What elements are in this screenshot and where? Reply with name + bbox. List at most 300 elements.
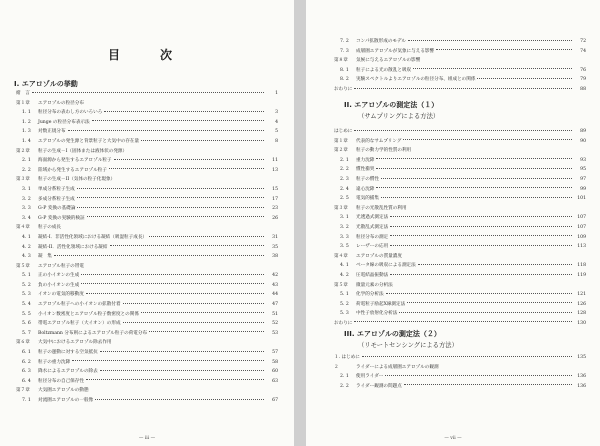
toc-leader-dots [399, 312, 572, 313]
toc-entry [334, 75, 586, 85]
toc-leader-dots [354, 130, 572, 131]
toc-entry-number: 1. 3 [22, 129, 31, 135]
toc-entry-title: 粒径分布の測定 [356, 234, 389, 240]
toc-list-right-bottom [334, 353, 586, 391]
toc-entry [16, 195, 278, 205]
toc-entry [334, 271, 586, 281]
toc-entry-title: エアロゾル粒子の帯電 [38, 263, 84, 269]
toc-entry [334, 194, 586, 204]
toc-entry-number: 第２章 [334, 148, 348, 154]
toc-entry-number: 5. 1 [340, 292, 349, 298]
toc-entry-title: 多成分系粒子生成 [38, 196, 75, 202]
toc-entry-title: G-P 変換の実験的検証 [38, 215, 85, 221]
toc-entry-number: 緒 言 [16, 91, 30, 96]
toc-entry [334, 85, 586, 95]
toc-entry-number: 2. 1 [340, 374, 349, 380]
toc-entry-title: 降水によるエアロゾルの除去 [38, 369, 98, 375]
toc-entry-title: 正の小イオンの生成 [38, 273, 80, 279]
toc-leader-dots [385, 375, 572, 376]
toc-leader-dots [390, 235, 572, 236]
toc-page-number: 15 [272, 186, 278, 192]
toc-page-number: 17 [272, 196, 278, 202]
toc-entry-title: 粒子による光の散乱と吸収 [356, 67, 412, 73]
toc-entry-number: 2. 2 [340, 383, 349, 389]
toc-page-number: 126 [577, 301, 586, 307]
toc-page-number: 79 [580, 77, 586, 83]
toc-entry-number: 5. 1 [22, 273, 31, 279]
toc-entry [334, 127, 586, 137]
part-3-heading: III. エアロゾルの測定法（２） [344, 330, 441, 338]
toc-entry [16, 175, 278, 185]
toc-entry-title: 実験スペクトルよりエアロゾルの粒径分布、組成との関係 [356, 77, 476, 83]
toc-entry-number: 3. 4 [22, 215, 31, 221]
toc-entry-number: 3. 3 [22, 206, 31, 212]
toc-leader-dots [123, 322, 264, 323]
toc-entry-number: 3. 2 [22, 196, 31, 202]
toc-entry [16, 147, 278, 157]
toc-entry-title: 成層圏エアロゾルが気象に与える影響 [356, 48, 435, 54]
toc-leader-dots [54, 255, 264, 256]
toc-entry-title: 慣性衝突 [356, 167, 375, 173]
toc-page-number: 74 [580, 48, 586, 54]
toc-leader-dots [114, 159, 264, 160]
toc-entry [334, 372, 586, 382]
toc-leader-dots [408, 40, 572, 41]
toc-entry-title: 粒子の運動に対する空気抵抗 [38, 350, 98, 356]
toc-page-number: 44 [272, 292, 278, 298]
toc-entry [334, 37, 586, 47]
toc-entry-number: 第２章 [16, 148, 30, 154]
toc-entry [334, 137, 586, 147]
toc-entry-title: エアロゾルの発生源と背景粒子と大気中の存在量 [38, 138, 140, 144]
toc-entry [16, 156, 278, 166]
toc-leader-dots [86, 293, 264, 294]
toc-entry-title: 光透過式測定法 [356, 215, 389, 221]
toc-entry-title: 粒子の生成－I（固体または液体状の発源） [38, 148, 128, 154]
toc-entry-title: 粒子の光散乱性質の利用 [356, 205, 407, 211]
toc-entry-title: 対数正規分布 [38, 129, 66, 135]
toc-entry-number: はじめに [334, 129, 353, 134]
toc-entry-title: 大気中におけるエアロゾル除去作用 [38, 340, 112, 346]
toc-page-number: 109 [577, 234, 586, 240]
toc-entry-title: 単成分系粒子生成 [38, 186, 75, 192]
toc-entry-number: 5. 2 [340, 301, 349, 307]
toc-entry [16, 329, 278, 339]
toc-page-number: 67 [272, 398, 278, 403]
toc-entry-number: 3. 5 [340, 244, 349, 250]
toc-leader-dots [390, 216, 572, 217]
toc-entry [334, 300, 586, 310]
toc-leader-dots [149, 331, 264, 332]
toc-entry-number: おわりに [334, 320, 353, 326]
toc-entry-number: 1. 2 [22, 119, 31, 125]
toc-entry-number: 2. 4 [340, 186, 349, 192]
toc-entry [334, 261, 586, 271]
toc-entry-number: 第８章 [334, 58, 348, 64]
toc-entry [334, 66, 586, 76]
toc-entry [334, 252, 586, 262]
toc-entry-number: 4. 1 [340, 263, 349, 269]
toc-entry [16, 290, 278, 300]
toc-entry-title: 大気圏エアロゾルの動態 [38, 388, 89, 394]
toc-entry [334, 185, 586, 195]
toc-entry-title: 微量元素の分析法 [356, 282, 393, 288]
toc-entry-title: 化学的分析法 [356, 292, 384, 298]
toc-entry [16, 127, 278, 137]
toc-leader-dots [404, 384, 572, 385]
toc-leader-dots [376, 168, 572, 169]
toc-page-number: 11 [272, 158, 278, 164]
toc-page-number: 136 [577, 383, 586, 389]
toc-entry-number: 5. 3 [22, 292, 31, 298]
toc-entry [334, 213, 586, 223]
toc-entry [334, 242, 586, 252]
toc-entry [334, 204, 586, 214]
toc-entry-number: 3. 1 [22, 186, 31, 192]
toc-entry-number: 3. 2 [340, 224, 349, 230]
toc-entry-title: 粒子の慣性 [356, 176, 379, 182]
toc-page-number: 13 [272, 167, 278, 173]
toc-entry [334, 146, 586, 156]
toc-page-number: 52 [272, 321, 278, 327]
toc-entry-title: 粒子の生成－II（気体の粒子化現象） [38, 177, 116, 183]
toc-page-number: 8 [275, 138, 278, 144]
toc-page-number: 43 [272, 282, 278, 288]
toc-leader-dots [77, 207, 264, 208]
toc-entry [334, 309, 586, 319]
toc-entry-title: 圧電結晶振動法 [356, 272, 389, 278]
toc-entry-title: エアロゾル粒子への小イオンの拡散付着 [38, 302, 121, 308]
toc-page-number: 35 [272, 244, 278, 250]
part-2-heading: II. エアロゾルの測定法（１） [344, 101, 439, 109]
toc-entry-title: 凝結-I．非活性化領域における凝結（吸湿粒子成長） [38, 234, 148, 240]
toc-leader-dots [149, 236, 264, 237]
toc-leader-dots [92, 120, 264, 121]
page-number-right: — vii — [444, 436, 462, 441]
toc-entry-number: 7. 2 [340, 39, 349, 44]
toc-entry-number: 4. 3 [22, 254, 31, 260]
toc-leader-dots [386, 293, 572, 294]
toc-leader-dots [381, 178, 572, 179]
toc-page-number: 26 [272, 215, 278, 221]
toc-page-number: 31 [272, 234, 278, 240]
toc-leader-dots [362, 356, 572, 357]
toc-entry-number: 第３章 [16, 177, 30, 183]
toc-page-number: 89 [580, 129, 586, 134]
toc-entry-number: 2. 1 [22, 158, 31, 164]
toc-entry-number: 5. 5 [22, 311, 31, 317]
left-page [0, 0, 294, 446]
toc-entry [334, 223, 586, 233]
toc-leader-dots [86, 379, 264, 380]
toc-entry [16, 89, 278, 99]
toc-entry [334, 281, 586, 291]
part-1-heading: Ⅰ. エアロゾルの挙動 [14, 80, 78, 88]
toc-page-number: 5 [275, 129, 278, 135]
toc-page-number: 119 [577, 272, 586, 278]
toc-page-number: 101 [577, 196, 586, 202]
toc-page-number: 95 [580, 167, 586, 173]
toc-entry-title: 凝 集 [38, 254, 52, 260]
toc-page-number: 57 [272, 350, 278, 356]
toc-leader-dots [72, 360, 264, 361]
toc-entry-number: 4. 1 [22, 234, 31, 240]
toc-entry [334, 363, 586, 373]
toc-entry-title: レーザーの応用 [356, 244, 389, 250]
toc-entry [334, 47, 586, 57]
toc-entry [16, 271, 278, 281]
toc-entry-number: 6. 2 [22, 359, 31, 365]
toc-page-number: 60 [272, 369, 278, 375]
toc-entry [16, 358, 278, 368]
toc-entry-title: 帯電エアロゾル粒子（大イオン）の形成 [38, 321, 121, 327]
toc-leader-dots [110, 245, 265, 246]
toc-page-number: 63 [272, 378, 278, 384]
toc-page-number: 42 [272, 273, 278, 279]
toc-entry-number: 5. 7 [22, 330, 31, 336]
toc-entry-title: Junge の粒径分布表示法 [38, 119, 90, 125]
toc-entry-number: 1. 4 [22, 138, 31, 144]
toc-page-number: 47 [272, 302, 278, 308]
toc-entry-number: 6. 1 [22, 350, 31, 356]
toc-page-number: 51 [272, 311, 278, 317]
toc-entry-number: 5. 4 [22, 302, 31, 308]
toc-leader-dots [81, 283, 264, 284]
toc-leader-dots [390, 274, 572, 275]
toc-entry-title: 荷電粒子励起X線測定法 [356, 301, 406, 307]
toc-entry-number: 2. 3 [340, 176, 349, 182]
toc-page-number: 113 [577, 244, 586, 250]
toc-leader-dots [354, 321, 572, 322]
toc-entry-number: 第４章 [16, 225, 30, 231]
toc-entry [16, 204, 278, 214]
toc-list-left [16, 89, 278, 406]
toc-entry-number: 1. 1 [22, 110, 31, 116]
toc-page-number: 38 [272, 254, 278, 260]
toc-entry-number: 第７章 [16, 388, 30, 394]
toc-leader-dots [141, 140, 264, 141]
toc-leader-dots [403, 139, 572, 140]
toc-entry [16, 108, 278, 118]
toc-entry-title: ライダー観測の問題点 [356, 383, 402, 389]
toc-leader-dots [413, 68, 572, 69]
toc-page-number: 76 [580, 67, 586, 73]
toc-leader-dots [100, 370, 264, 371]
toc-entry [16, 367, 278, 377]
toc-page-number: 72 [580, 39, 586, 44]
toc-entry-title: 粒子の重力沈降 [38, 359, 71, 365]
toc-entry-number: おわりに [334, 86, 353, 92]
toc-page-number: 58 [272, 359, 278, 365]
toc-entry [16, 166, 278, 176]
toc-entry-title: 対流圏エアロゾルの一般像 [38, 398, 94, 403]
toc-entry [334, 156, 586, 166]
toc-entry-title: エアロゾルの質量濃度 [356, 253, 402, 259]
toc-entry-title: 遠心沈降 [356, 186, 375, 192]
toc-page-number: 118 [577, 263, 586, 269]
toc-entry-title: 凝結-II．活性化領域における凝結 [38, 244, 108, 250]
toc-entry [334, 165, 586, 175]
toc-entry-number: 7. 1 [22, 398, 31, 403]
toc-entry-number: 7. 3 [340, 48, 349, 54]
book-gutter [294, 0, 306, 446]
toc-entry-number: 8. 2 [340, 77, 349, 83]
toc-entry-title: Boltzmann 分布則によるエアロゾル粒子の荷電分布 [38, 330, 148, 336]
toc-entry-number: 6. 3 [22, 369, 31, 375]
toc-entry-title: 小イオン数密度とエアロゾル粒子数密度との関係 [38, 311, 139, 317]
toc-leader-dots [123, 303, 264, 304]
toc-entry [16, 99, 278, 109]
toc-leader-dots [354, 88, 572, 89]
toc-page-number: 23 [272, 206, 278, 212]
part-2-subtitle: （サムプリングによる方法） [358, 113, 440, 120]
toc-leader-dots [436, 49, 572, 50]
toc-entry-title: 代表的なサムプリング [356, 138, 402, 144]
toc-page-number: 121 [577, 292, 586, 298]
toc-entry [16, 252, 278, 262]
toc-page-number: 3 [275, 110, 278, 116]
toc-entry [16, 223, 278, 233]
toc-entry-title: 粒径分布の表わし方のいろいろ [38, 110, 103, 116]
toc-entry [334, 233, 586, 243]
toc-entry [16, 300, 278, 310]
toc-entry-title: 電気的捕集 [356, 196, 379, 202]
right-page [306, 0, 600, 446]
toc-entry-title: 粒径分布の自己保存性 [38, 378, 84, 384]
toc-entry-number: １. はじめに [334, 355, 360, 360]
toc-entry [16, 118, 278, 128]
toc-leader-dots [68, 130, 264, 131]
toc-entry-number: 5. 3 [340, 311, 349, 317]
toc-entry-title: コンパ拡散形成のモデル [356, 39, 406, 44]
part-3-subtitle: （リモートセンシングによる方法） [358, 342, 458, 349]
toc-entry-number: 第６章 [16, 340, 30, 346]
toc-leader-dots [390, 245, 572, 246]
toc-entry-number: 4. 2 [22, 244, 31, 250]
toc-page-number: 90 [580, 138, 586, 144]
toc-entry-number: 第５章 [334, 282, 348, 288]
toc-entry-number: 4. 2 [340, 272, 349, 278]
toc-entry [334, 56, 586, 66]
toc-entry-title: 使用ライダー [356, 374, 384, 380]
toc-entry [16, 348, 278, 358]
toc-entry [16, 377, 278, 387]
toc-entry-number: 6. 4 [22, 378, 31, 384]
toc-leader-dots [141, 312, 264, 313]
toc-page-number: 88 [580, 86, 586, 92]
toc-entry [16, 281, 278, 291]
toc-entry-number: 第４章 [334, 253, 348, 259]
toc-entry [334, 319, 586, 329]
toc-entry [16, 310, 278, 320]
toc-entry-number: 3. 3 [340, 234, 349, 240]
toc-entry-title: ライダーによる成層圏エアロゾルの観測 [356, 364, 439, 370]
toc-entry-number: 5. 6 [22, 321, 31, 327]
toc-leader-dots [376, 187, 572, 188]
toc-page-number: 97 [580, 176, 586, 182]
toc-leader-dots [104, 111, 264, 112]
toc-entry-number: 2. 5 [340, 196, 349, 202]
toc-entry [16, 137, 278, 147]
toc-entry-number: 第５章 [16, 263, 30, 269]
toc-entry-title: 光散乱式測定法 [356, 224, 389, 230]
toc-leader-dots [407, 302, 572, 303]
toc-entry-number: 第１章 [334, 138, 348, 144]
toc-leader-dots [81, 274, 264, 275]
toc-entry [334, 353, 586, 363]
toc-entry-title: 負の小イオンの生成 [38, 282, 80, 288]
toc-entry-title: G-P 変換の基礎論 [38, 206, 76, 212]
toc-entry [16, 396, 278, 406]
toc-page-number: 99 [580, 186, 586, 192]
toc-entry [16, 243, 278, 253]
toc-leader-dots [390, 226, 572, 227]
toc-page-number: 135 [577, 355, 586, 360]
toc-entry [16, 386, 278, 396]
toc-entry-title: 海面源から発生するエアロゾル粒子 [38, 158, 112, 164]
toc-entry-title: 陸域から発生するエアロゾル粒子 [38, 167, 107, 173]
toc-entry-number: 5. 2 [22, 282, 31, 288]
toc-entry-number: ２ [334, 364, 339, 370]
toc-entry [334, 290, 586, 300]
page-number-left: — iii — [138, 436, 156, 441]
toc-page-number: 136 [577, 374, 586, 380]
toc-page-number: 4 [275, 119, 278, 125]
toc-list-right-top [334, 37, 586, 95]
toc-leader-dots [32, 92, 264, 93]
toc-entry [16, 233, 278, 243]
toc-leader-dots [109, 168, 264, 169]
toc-entry-title: 気候に与えるエアロゾルの影響 [356, 58, 421, 64]
toc-entry-number: 2. 2 [22, 167, 31, 173]
toc-entry-title: 中性子放射化分析法 [356, 311, 398, 317]
toc-entry [16, 338, 278, 348]
toc-title: 目 次 [107, 48, 186, 62]
toc-entry-number: 第１章 [16, 100, 30, 106]
toc-leader-dots [100, 351, 264, 352]
toc-entry [334, 382, 586, 392]
toc-entry-number: 3. 1 [340, 215, 349, 221]
toc-entry-title: 粒子の成長 [38, 225, 61, 231]
toc-page-number: 130 [577, 320, 586, 326]
toc-leader-dots [418, 264, 572, 265]
toc-leader-dots [87, 216, 264, 217]
toc-entry-title: 粒子の動力学的性質の利用 [356, 148, 412, 154]
toc-entry [16, 214, 278, 224]
toc-leader-dots [77, 197, 264, 198]
toc-leader-dots [381, 197, 572, 198]
toc-entry-title: ベータ線の吸収による測定法 [356, 263, 416, 269]
toc-list-right-mid [334, 127, 586, 328]
toc-page-number: 93 [580, 157, 586, 163]
toc-page-number: 107 [577, 224, 586, 230]
toc-page-number: 53 [272, 330, 278, 336]
toc-entry-title: イオンの電気的移動度 [38, 292, 84, 298]
toc-entry-number: 8. 1 [340, 67, 349, 73]
toc-entry [16, 262, 278, 272]
toc-entry [16, 319, 278, 329]
toc-leader-dots [376, 158, 572, 159]
toc-entry [16, 185, 278, 195]
toc-entry-number: 2. 1 [340, 157, 349, 163]
toc-entry-title: エアロゾルの粒径分布 [38, 100, 84, 106]
toc-leader-dots [477, 78, 572, 79]
toc-entry-number: 第３章 [334, 205, 348, 211]
toc-leader-dots [77, 188, 264, 189]
toc-page-number: 128 [577, 311, 586, 317]
toc-page-number: 1 [275, 91, 278, 96]
toc-page-number: 107 [577, 215, 586, 221]
